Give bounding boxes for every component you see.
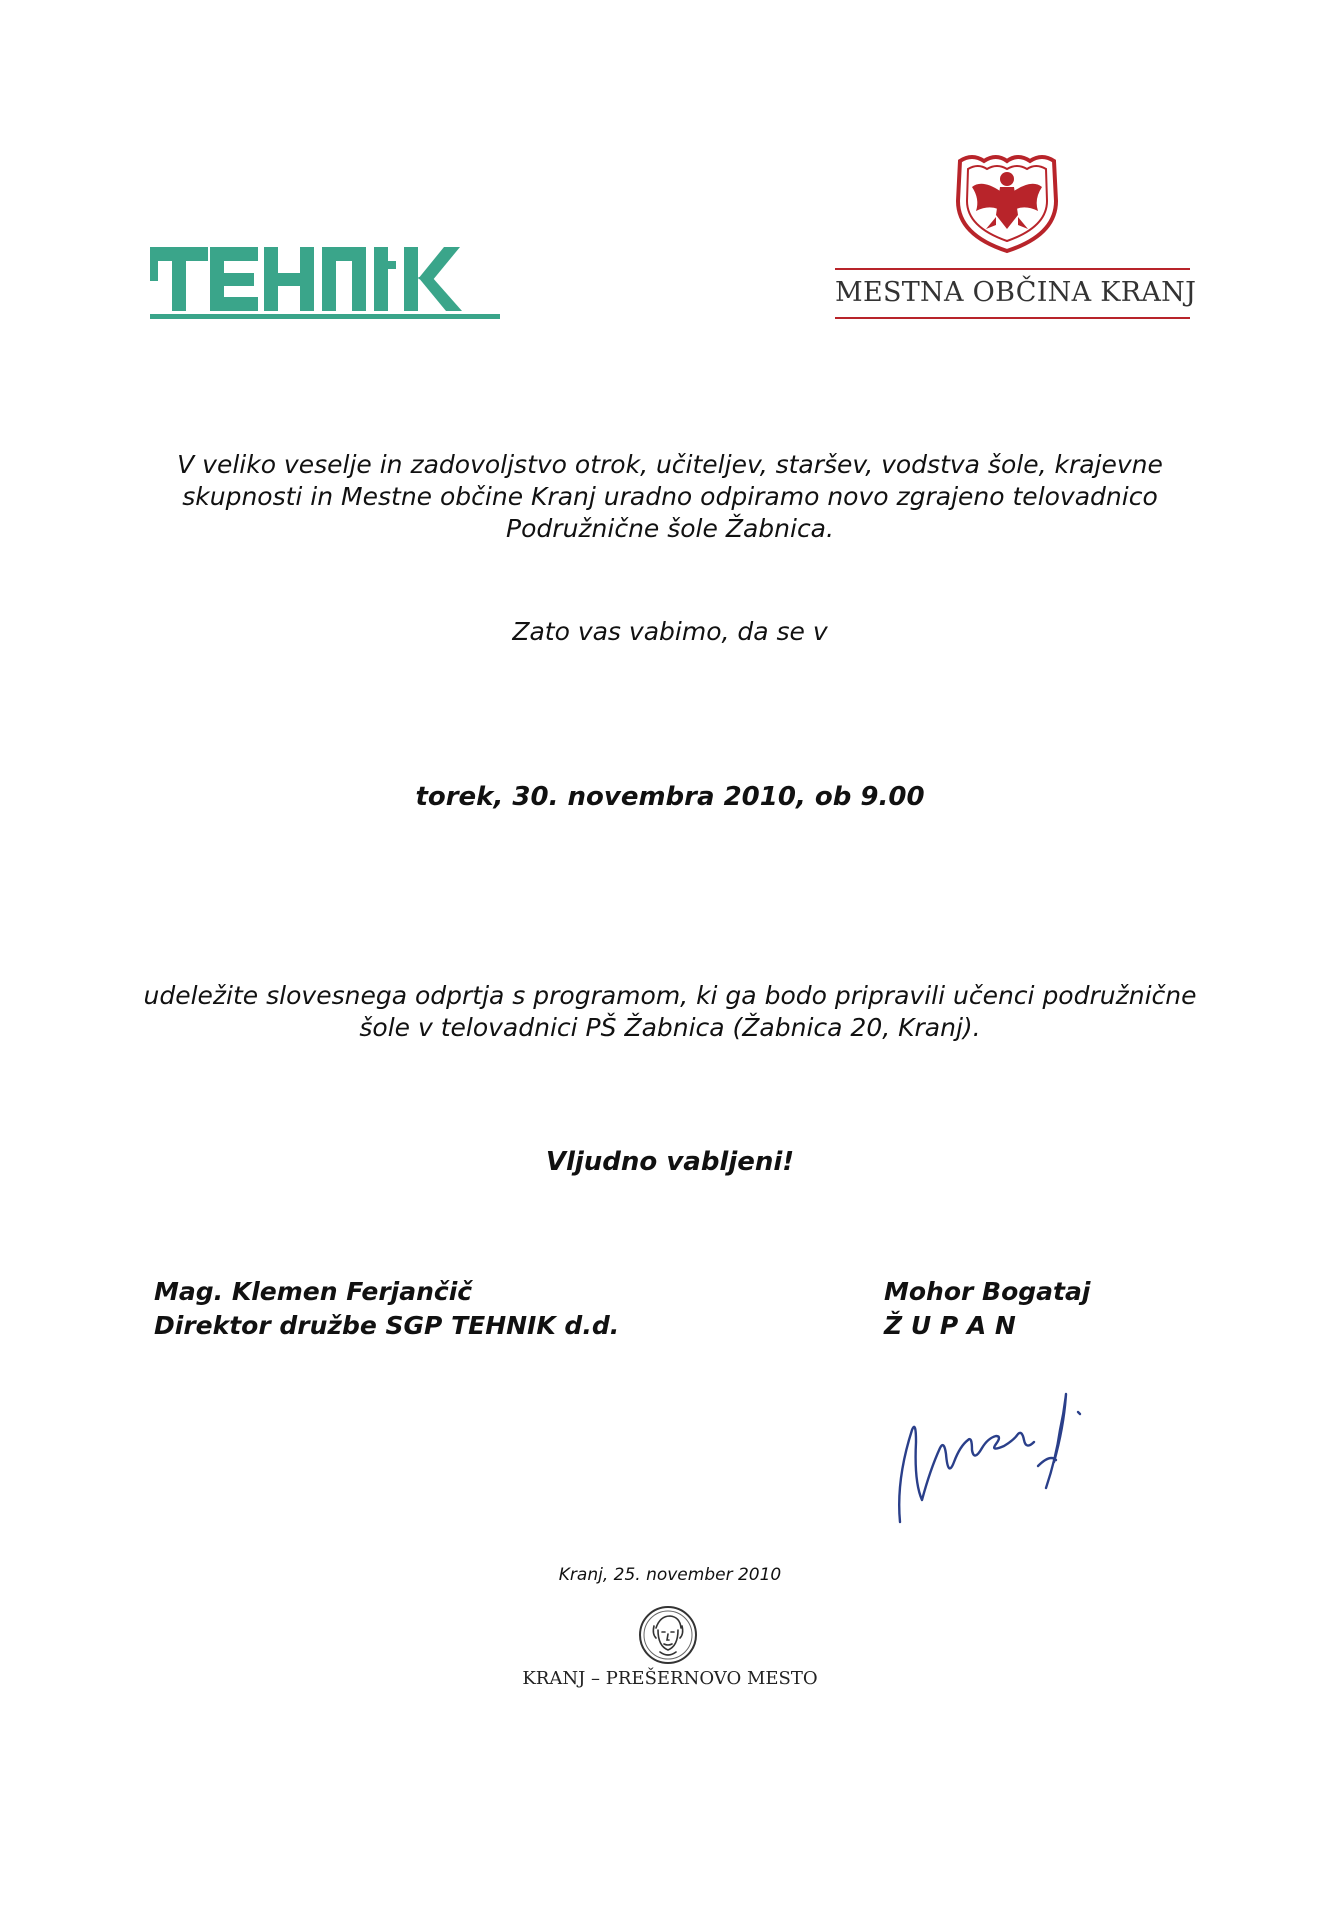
preseren-portrait-icon: [638, 1604, 698, 1666]
invite-text: Zato vas vabimo, da se v: [512, 617, 828, 646]
signatory-left-name: Mag. Klemen Ferjančič: [154, 1277, 473, 1306]
program-line: šole v telovadnici PŠ Žabnica (Žabnica 20, Kranj).: [359, 1013, 981, 1042]
signatory-right-title: Ž U P A N: [884, 1311, 1016, 1340]
closing-greeting: Vljudno vabljeni!: [545, 1147, 795, 1177]
place-and-date: Kranj, 25. november 2010: [558, 1565, 782, 1585]
handwritten-signature: [850, 1350, 1150, 1525]
header-rule-bottom: [835, 317, 1190, 319]
city-motto: KRANJ – PREŠERNOVO MESTO: [522, 1668, 818, 1689]
intro-paragraph: [0, 449, 1340, 545]
tehnik-logo: [150, 245, 500, 320]
signatory-left: [154, 1275, 619, 1343]
signatory-right-name: Mohor Bogataj: [884, 1277, 1091, 1306]
intro-line: Podružnične šole Žabnica.: [506, 514, 834, 543]
header-rule-top: [835, 268, 1190, 270]
signatory-right: [884, 1275, 1090, 1343]
intro-line: skupnosti in Mestne občine Kranj uradno odpiramo novo zgrajeno telovadnico: [182, 482, 1158, 511]
program-paragraph: [0, 980, 1340, 1044]
program-line: udeležite slovesnega odprtja s programom, ki ga bodo pripravili učenci podružnične: [143, 981, 1197, 1010]
municipality-name: MESTNA OBČINA KRANJ: [835, 277, 1197, 308]
intro-line: V veliko veselje in zadovoljstvo otrok, učiteljev, staršev, vodstva šole, krajevne: [177, 450, 1163, 479]
signatory-left-title: Direktor družbe SGP TEHNIK d.d.: [154, 1311, 620, 1340]
kranj-crest-icon: [950, 153, 1065, 255]
event-date: torek, 30. novembra 2010, ob 9.00: [415, 782, 925, 812]
